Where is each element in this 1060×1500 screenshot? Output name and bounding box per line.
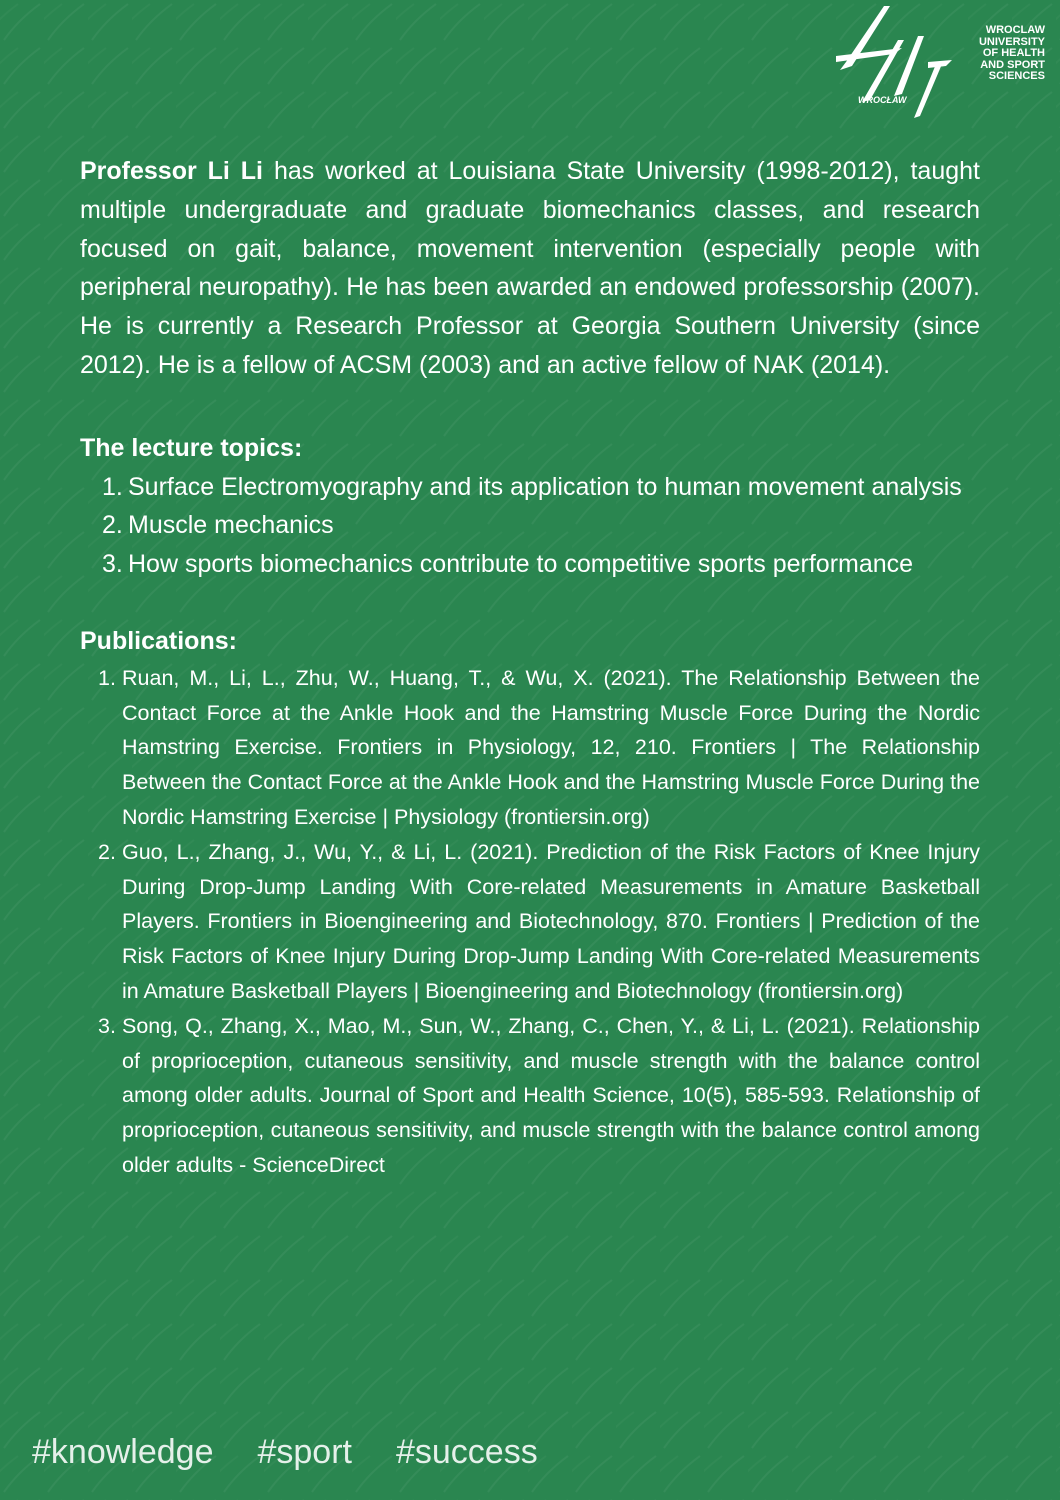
topic-text: Muscle mechanics: [128, 511, 334, 540]
university-name-line: SCIENCES: [988, 70, 1045, 82]
topic-text: Surface Electromyography and its application to human movement analysis: [128, 472, 962, 501]
publication-number: 2.: [98, 839, 116, 864]
publication-number: 1.: [98, 665, 116, 690]
publication-text: Song, Q., Zhang, X., Mao, M., Sun, W., Zhang, C., Chen, Y., & Li, L. (2021). Relationship of proprioception, cutaneous sensitivity, and muscle strength with the balance control among older adults. Journal of Sport and Health Science, 10(5), 585-593. Relationship of proprioception, cutaneous sensitivity, and muscle strength with the balance control among older adults - ScienceDirect: [122, 1013, 980, 1177]
hashtags: [32, 1428, 582, 1476]
hashtag: #sport: [257, 1433, 352, 1471]
topics-heading: The lecture topics:: [80, 433, 303, 462]
university-name-line: OF HEALTH: [982, 47, 1045, 59]
logo-mark-text: WROCŁAW: [858, 95, 907, 105]
topic-text: How sports biomechanics contribute to competitive sports performance: [128, 550, 914, 579]
university-name-line: UNIVERSITY: [978, 35, 1045, 48]
university-emblem-icon: [832, 4, 962, 120]
publication-number: 3.: [98, 1013, 116, 1038]
publication-item: [98, 835, 980, 1009]
university-name-line: AND SPORT: [980, 58, 1045, 71]
main-content: [80, 152, 980, 1183]
publication-text: Ruan, M., Li, L., Zhu, W., Huang, T., & Wu, X. (2021). The Relationship Between the Contact Force at the Ankle Hook and the Hamstring Muscle Force During the Nordic Hamstring Exercise. Frontiers in Physiology, 12, 210. Frontiers | The Relationship Between the Contact Force at the Ankle Hook and the Hamstring Muscle Force During the Nordic Hamstring Exercise | Physiology (frontiersin.org): [122, 665, 980, 829]
topic-item: [102, 468, 980, 507]
topic-number: 1.: [102, 472, 123, 501]
publications-heading: Publications:: [80, 626, 237, 655]
bio-text: has worked at Louisiana State University (1998-2012), taught multiple undergraduate and graduate biomechanics classes, and research focused on gait, balance, movement intervention (especially people with peripheral neuropathy). He has been awarded an endowed professorship (2007). He is currently a Research Professor at Georgia Southern University (since 2012). He is a fellow of ACSM (2003) and an active fellow of NAK (2014).: [80, 157, 980, 379]
topics-list: [80, 468, 980, 584]
bio-paragraph: [80, 152, 980, 385]
university-name-line: WROCLAW: [985, 24, 1045, 36]
topic-item: [102, 506, 980, 545]
hashtag: #knowledge: [32, 1433, 214, 1471]
topic-item: [102, 545, 980, 584]
publication-item: [98, 1009, 980, 1183]
hashtag: #success: [395, 1433, 538, 1471]
publication-text: Guo, L., Zhang, J., Wu, Y., & Li, L. (2021). Prediction of the Risk Factors of Knee Injury During Drop-Jump Landing With Core-related Measurements in Amature Basketball Players. Frontiers in Bioengineering and Biotechnology, 870. Frontiers | Prediction of the Risk Factors of Knee Injury During Drop-Jump Landing With Core-related Measurements in Amature Basketball Players | Bioengineering and Biotechnology (frontiersin.org): [122, 839, 980, 1003]
topic-number: 3.: [102, 550, 123, 579]
topic-number: 2.: [102, 511, 123, 540]
publication-item: [98, 661, 980, 835]
publications-list: [80, 661, 980, 1183]
professor-name: Professor Li Li: [80, 157, 264, 185]
university-name: [955, 25, 1045, 83]
